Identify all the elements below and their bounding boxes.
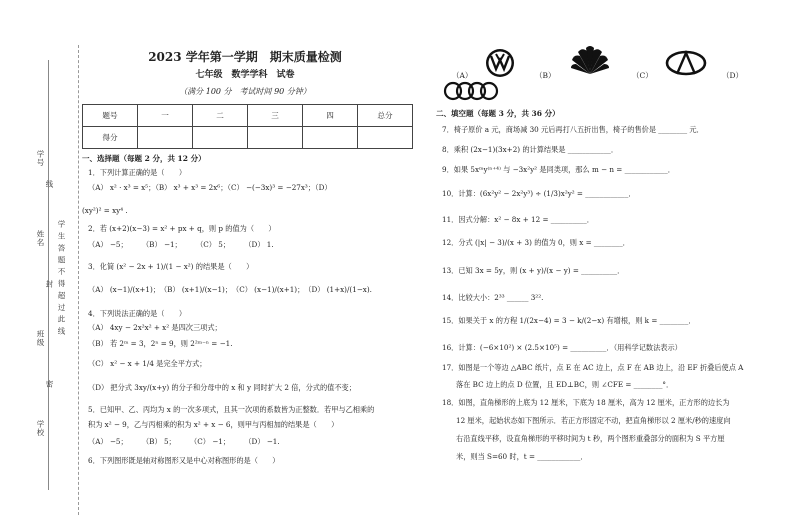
score-table-header-row: [83, 105, 413, 127]
seal-mark-2: 密: [45, 380, 54, 389]
question-18-line1: 18．如图，直角梯形的上底为 12 厘米，下底为 18 厘米，高为 12 厘米，正方形的边长为: [442, 398, 730, 407]
question-17-line2: 落在 BC 边上的点 D 位置，且 ED⊥BC，则 ∠CFE = ________°．: [456, 380, 674, 389]
infiniti-logo-icon: [665, 50, 707, 76]
question-2: 2．若 (x+2)(x−3) = x² + px + q，则 p 的值为（ ）: [88, 224, 276, 233]
huawei-logo-icon: [570, 44, 610, 76]
volkswagen-logo-icon: [485, 48, 515, 78]
score-label-cell: 得分: [83, 127, 138, 149]
question-5-line2: 积为 x² − 9，乙与丙相乘的积为 x² + x − 6，则甲与丙相加的结果是（ ）: [88, 420, 339, 429]
question-16: 16．计算：(−6×10²) × (2.5×10⁵) = __________．（用科学记数法表示）: [442, 343, 682, 352]
question-5-options: （A） −5； （B） 5； （C） −1； （D） −1.: [88, 437, 280, 446]
exam-title: 2023 学年第一学期 期末质量检测: [148, 50, 342, 64]
question-10: 10．计算：(6x²y² − 2x²y³) ÷ (1/3)x²y² = ____________．: [442, 189, 636, 198]
question-12: 12．分式 (|x| − 3)/(x + 3) 的值为 0，则 x = ________．: [442, 238, 630, 247]
option-a-label: （A）: [452, 71, 473, 80]
question-11: 11．因式分解：x² − 8x + 12 = __________．: [442, 215, 594, 224]
score-header-cell: 三: [248, 105, 303, 127]
exam-info: （满分 100 分 考试时间 90 分钟）: [179, 87, 311, 96]
question-6: 6．下列图形既是轴对称图形又是中心对称图形的是（ ）: [88, 456, 280, 465]
question-13: 13．已知 3x = 5y，则 (x + y)/(x − y) = __________．: [442, 266, 625, 275]
question-2-options: （A） −5； （B） −1； （C） 5； （D） 1.: [88, 240, 274, 249]
option-c-label: （C）: [632, 71, 653, 80]
question-4-option-a: （A） 4xy − 2x²x² + x² 是四次三项式；: [88, 323, 222, 332]
question-14: 14．比较大小：2³³ ______ 3²².: [442, 293, 544, 302]
question-18-line2: 12 厘米，起始状态如下图所示．若正方形固定不动，把直角梯形以 2 厘米/秒的速度向: [456, 416, 731, 425]
question-18-line3: 右沿直线平移，设直角梯形的平移时间为 t 秒，两个图形重叠部分的面积为 S 平方厘: [456, 434, 725, 443]
seal-mark: 封: [45, 280, 54, 289]
score-table: [82, 104, 413, 149]
question-1-option-d: (xy²)² = xy⁴ .: [82, 206, 128, 215]
question-4-option-c: （C） x² − x + 1/4 是完全平方式；: [88, 359, 207, 368]
question-4-option-d: （D） 把分式 3xy/(x+y) 的分子和分母中的 x 和 y 同时扩大 2 倍，分式的值不变；: [88, 383, 356, 392]
score-header-cell: 题号: [83, 105, 138, 127]
score-header-cell: 四: [303, 105, 358, 127]
question-8: 8．乘积 (2x−1)(3x+2) 的计算结果是 ____________．: [442, 145, 619, 154]
question-3-options: （A） (x−1)/(x+1)； （B） (x+1)/(x−1)； （C） (x−1)/(x+1)； （D） (1+x)/(1−x).: [88, 285, 372, 294]
section2-heading: 二、填空题（每题 3 分，共 36 分）: [436, 109, 560, 118]
question-4-option-b: （B） 若 2ᵐ = 3，2ⁿ = 9，则 2²ᵐ⁻ⁿ = −1.: [88, 339, 233, 348]
question-18-line4: 米，则当 S=60 时，t = ____________．: [456, 452, 588, 461]
question-9: 9．如果 5xᵐy⁽ⁿ⁺⁴⁾ 与 −3x²y² 是同类项，那么 m − n = ____________．: [442, 165, 675, 174]
school-label: 学校: [36, 420, 45, 437]
class-label: 班级: [36, 330, 45, 347]
section1-heading: 一、选择题（每题 2 分，共 12 分）: [82, 154, 206, 163]
question-5-line1: 5．已知甲、乙、丙均为 x 的一次多项式，且其一次项的系数皆为正整数．若甲与乙相乘的: [88, 405, 375, 414]
name-label: 姓名: [36, 230, 45, 247]
question-15: 15．如果关于 x 的方程 1/(2x−4) = 3 − k/(2−x) 有增根，则 k = ________．: [442, 316, 696, 325]
score-header-cell: 二: [193, 105, 248, 127]
score-input-cell[interactable]: [358, 127, 413, 149]
binding-divider: [78, 45, 80, 515]
student-no-label: 学号: [36, 150, 45, 167]
score-input-cell[interactable]: [138, 127, 193, 149]
option-b-label: （B）: [535, 71, 556, 80]
question-3: 3．化简 (x² − 2x + 1)/(1 − x²) 的结果是（ ）: [88, 262, 254, 271]
score-input-cell[interactable]: [303, 127, 358, 149]
score-input-cell[interactable]: [248, 127, 303, 149]
grade-subject: 七年级 数学学科 试卷: [195, 70, 295, 80]
score-table-score-row: [83, 127, 413, 149]
audi-logo-icon: [443, 81, 499, 101]
line-mark: 线: [45, 180, 54, 189]
question-4: 4．下列说法正确的是（ ）: [88, 309, 187, 318]
score-header-cell: 一: [138, 105, 193, 127]
question-7: 7．椅子原价 a 元，商场减 30 元后再打八五折出售，椅子的售价是 ________ 元．: [442, 125, 704, 134]
question-1-options: （A） x² · x³ = x⁵；（B） x³ + x³ = 2x⁶；（C） −(−3x)³ = −27x³；（D）: [88, 183, 332, 192]
binding-strip: [0, 0, 78, 532]
question-17-line1: 17．如图是一个等边 △ABC 纸片，点 E 在 AC 边上，点 F 在 AB 边上，沿 EF 折叠后使点 A: [442, 363, 744, 372]
score-input-cell[interactable]: [193, 127, 248, 149]
answer-warning: 学 生 答 题 不 得 超 过 此 线: [57, 220, 66, 336]
binding-line: [48, 60, 50, 490]
score-header-cell: 总分: [358, 105, 413, 127]
option-d-label: （D）: [722, 71, 744, 80]
question-1: 1．下列计算正确的是（ ）: [88, 168, 187, 177]
